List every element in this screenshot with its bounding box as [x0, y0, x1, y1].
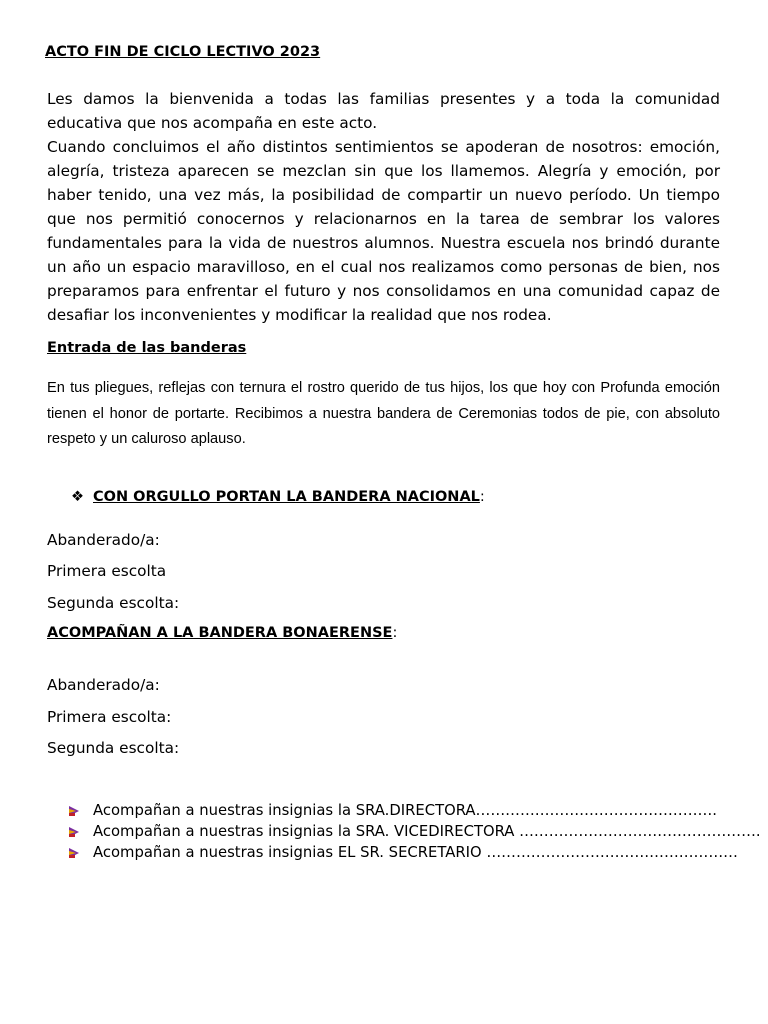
insignias-list — [69, 800, 761, 863]
bonaerense-flag-heading — [47, 625, 397, 641]
document-title: ACTO FIN DE CICLO LECTIVO 2023 — [45, 44, 321, 60]
national-role-primera-escolta: Primera escolta — [47, 562, 167, 580]
insignias-directora: Acompañan a nuestras insignias la SRA.DIRECTORA…………………………………………. — [93, 802, 718, 819]
diamond-bullet-icon: ❖ — [71, 489, 84, 505]
bonaerense-role-abanderado: Abanderado/a: — [47, 676, 160, 694]
national-flag-heading-label: CON ORGULLO PORTAN LA BANDERA NACIONAL — [93, 489, 480, 505]
flags-entry-heading: Entrada de las banderas — [47, 340, 247, 356]
list-item — [69, 800, 761, 821]
insignias-vicedirectora: Acompañan a nuestras insignias la SRA. VICEDIRECTORA …………………………………………. — [93, 823, 761, 840]
list-item — [69, 842, 761, 863]
national-role-abanderado: Abanderado/a: — [47, 531, 160, 549]
bonaerense-flag-heading-label: ACOMPAÑAN A LA BANDERA BONAERENSE — [47, 625, 393, 641]
bonaerense-role-segunda-escolta: Segunda escolta: — [47, 739, 180, 757]
intro-section — [47, 87, 720, 327]
national-flag-heading-colon: : — [479, 489, 485, 505]
arrow-bullet-icon — [69, 806, 79, 816]
arrow-bullet-icon — [69, 848, 79, 858]
bonaerense-flag-heading-colon: : — [392, 625, 398, 641]
list-item — [69, 821, 761, 842]
flags-entry-text: En tus pliegues, reflejas con ternura el rostro querido de tus hijos, los que hoy con Profunda emoción tienen el honor de portarte. Recibimos a nuestra bandera de Ceremonias todos de pie, con absoluto respeto y un caluroso aplauso. — [47, 380, 720, 447]
national-flag-heading — [71, 489, 485, 505]
bonaerense-role-primera-escolta: Primera escolta: — [47, 708, 172, 726]
insignias-secretario: Acompañan a nuestras insignias EL SR. SECRETARIO …………………………………………… — [93, 844, 738, 861]
national-role-segunda-escolta: Segunda escolta: — [47, 594, 180, 612]
welcome-paragraph: Les damos la bienvenida a todas las familias presentes y a toda la comunidad educativa que nos acompaña en este acto. — [47, 90, 720, 132]
feelings-paragraph: Cuando concluimos el año distintos sentimientos se apoderan de nosotros: emoción, alegría, tristeza aparecen se mezclan sin que los llamemos. Alegría y emoción, por haber tenido, una vez más, la posibilidad de compartir un nuevo período. Un tiempo que nos permitió conocernos y relacionarnos en la tarea de sembrar los valores fundamentales para la vida de nuestros alumnos. Nuestra escuela nos brindó durante un año un espacio maravilloso, en el cual nos realizamos como personas de bien, nos preparamos para enfrentar el futuro y nos consolidamos en una comunidad capaz de desafiar los inconvenientes y modificar la realidad que nos rodea. — [47, 138, 720, 324]
arrow-bullet-icon — [69, 827, 79, 837]
